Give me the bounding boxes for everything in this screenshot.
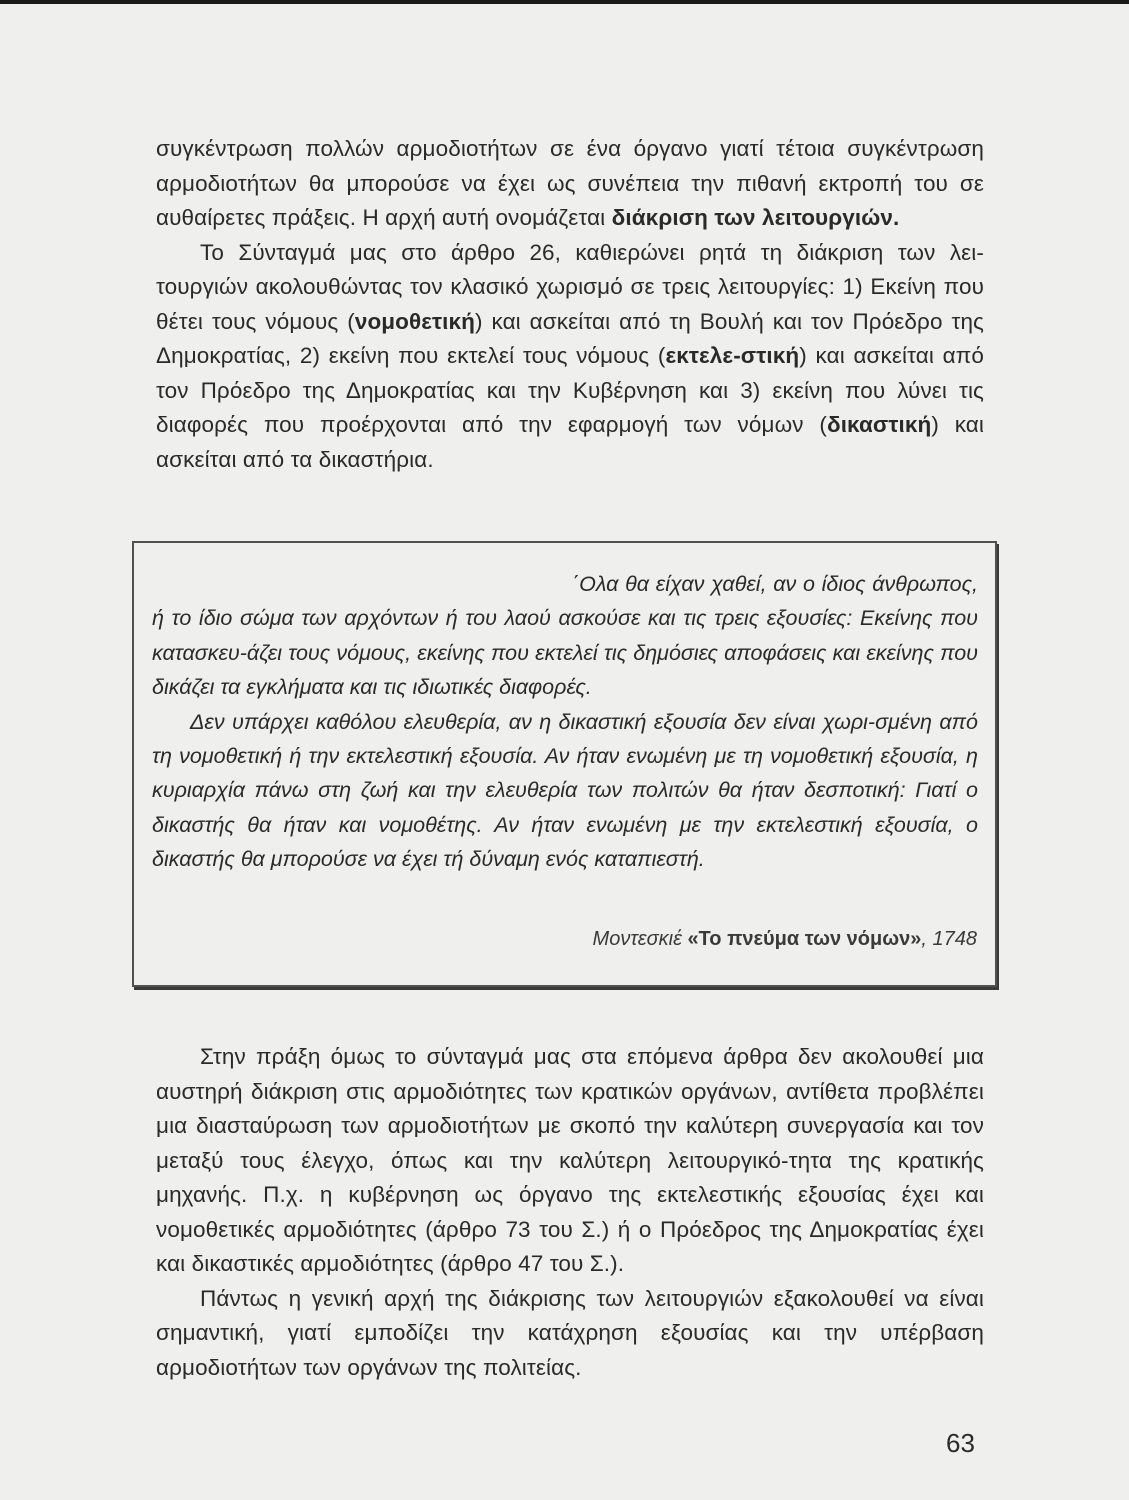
intro-paragraph-2: Το Σύνταγμά μας στο άρθρο 26, καθιερώνει ρητά τη διάκριση των λει-τουργιών ακολουθώντας τον κλασικό χωρισμό σε τρεις λειτουργίες: 1) Εκείνη που θέτει τους νόμους (νομοθετική) και ασκείται από τη Βουλή και τον Πρόεδρο της Δημοκρατίας, 2) εκείνη που εκτελεί τους νόμους (εκτελε-στική) και ασκείται από τον Πρόεδρο της Δημοκρατίας και την Κυβέρνηση και 3) εκείνη που λύνει τις διαφορές που προέρχονται από την εφαρμογή των νόμων (δικαστική) και ασκείται από τα δικαστήρια. bbox=[156, 239, 984, 472]
quote-text bbox=[152, 567, 978, 877]
quote-paragraph-1: ΄Ολα θα είχαν χαθεί, αν ο ίδιος άνθρωπος, ή το ίδιο σώμα των αρχόντων ή του λαού ασκούσε και τις τρεις εξουσίες: Εκείνης που κατασκευ-άζει τους νόμους, εκείνης που εκτελεί τις δημόσιες αποφάσεις και εκείνης που δικάζει τα εγκλήματα και τις ιδιωτικές διαφορές. bbox=[152, 572, 978, 700]
term-executive: εκτελε-στική bbox=[665, 343, 800, 368]
quote-box bbox=[132, 541, 997, 987]
body-section bbox=[156, 1040, 984, 1385]
quote-work-title: «Το πνεύμα των νόμων» bbox=[687, 928, 922, 950]
quote-paragraph-2: Δεν υπάρχει καθόλου ελευθερία, αν η δικαστική εξουσία δεν είναι χωρι-σμένη από τη νομοθετική ή την εκτελεστική εξουσία. Αν ήταν ενωμένη με τη νομοθετική εξουσία, η κυριαρχία πάνω στη ζωή και την ελευθερία των πολιτών θα ήταν δεσποτική: Γιατί ο δικαστής θα ήταν και νομοθέτης. Αν ήταν ενωμένη με την εκτελεστική εξουσία, ο δικαστής θα μπορούσε να έχει τή δύναμη ενός καταπιεστή. bbox=[152, 709, 978, 872]
body-paragraph-2: Πάντως η γενική αρχή της διάκρισης των λειτουργιών εξακολουθεί να είναι σημαντική, γιατί εμποδίζει την κατάχρηση εξουσίας και την υπέρβαση αρμοδιοτήτων των οργάνων της πολιτείας. bbox=[156, 1285, 984, 1380]
quote-author: Μοντεσκιέ bbox=[592, 928, 688, 950]
body-paragraph-1: Στην πράξη όμως το σύνταγμά μας στα επόμενα άρθρα δεν ακολουθεί μια αυστηρή διάκριση στις αρμοδιότητες των κρατικών οργάνων, αντίθετα προβλέπει μια διασταύρωση των αρμοδιοτήτων με σκοπό την καλύτερη συνεργασία και τον μεταξύ τους έλεγχο, όπως και την καλύτερη λειτουργικό-τητα της κρατικής μηχανής. Π.χ. η κυβέρνηση ως όργανο της εκτελεστικής εξουσίας έχει και νομοθετικές αρμοδιότητες (άρθρο 73 του Σ.) ή ο Πρόεδρος της Δημοκρατίας έχει και δικαστικές αρμοδιότητες (άρθρο 47 του Σ.). bbox=[156, 1044, 984, 1276]
term-separation-of-powers: διάκριση των λειτουργιών. bbox=[611, 205, 900, 230]
intro-section bbox=[156, 132, 984, 477]
intro-paragraph-1: συγκέντρωση πολλών αρμοδιοτήτων σε ένα όργανο γιατί τέτοια συγκέντρωση αρμοδιοτήτων θα μπορούσε να έχει ως συνέπεια την πιθανή εκτροπή του σε αυθαίρετες πράξεις. Η αρχή αυτή ονομάζεται διάκριση των λειτουργιών. bbox=[156, 136, 984, 230]
term-legislative: νομοθετική bbox=[354, 308, 476, 334]
page-number: 63 bbox=[946, 1428, 975, 1458]
term-judicial: δικαστική bbox=[826, 412, 932, 437]
quote-year: , 1748 bbox=[921, 928, 977, 950]
quote-source bbox=[593, 928, 977, 951]
